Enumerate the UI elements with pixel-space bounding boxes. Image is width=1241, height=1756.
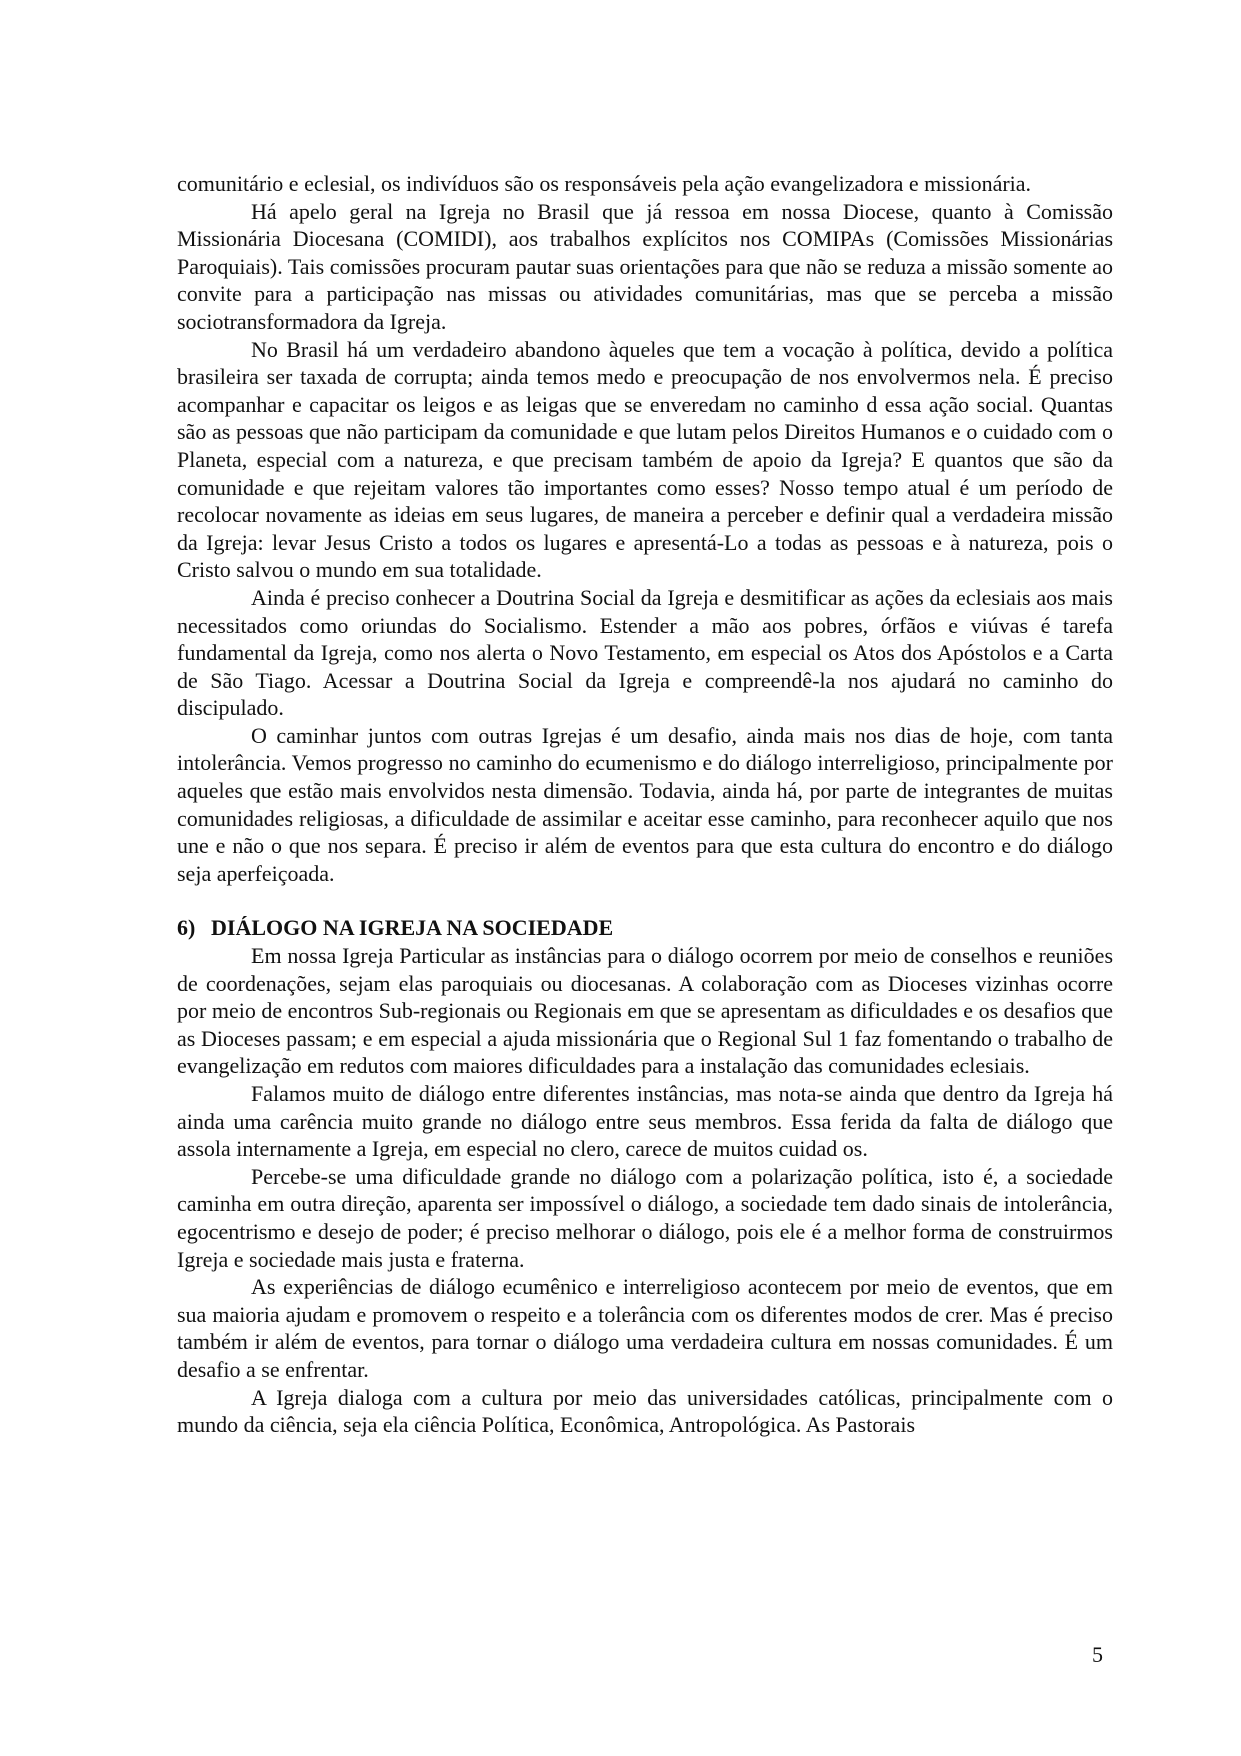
paragraphs-before-section: [177, 170, 1113, 887]
page-number: 5: [1092, 1642, 1103, 1667]
paragraphs-after-section: [177, 942, 1113, 1439]
body-paragraph: Ainda é preciso conhecer a Doutrina Social da Igreja e desmitificar as ações da eclesiais aos mais necessitados como oriundas do Socialismo. Estender a mão aos pobres, órfãos e viúvas é tarefa fundamental da Igreja, como nos alerta o Novo Testamento, em especial os Atos dos Apóstolos e a Carta de São Tiago. Acessar a Doutrina Social da Igreja e compreendê-la nos ajudará no caminho do discipulado.: [177, 584, 1113, 721]
body-paragraph: O caminhar juntos com outras Igrejas é um desafio, ainda mais nos dias de hoje, com tanta intolerância. Vemos progresso no caminho do ecumenismo e do diálogo interreligioso, principalmente por aqueles que estão mais envolvidos nesta dimensão. Todavia, ainda há, por parte de integrantes de muitas comunidades religiosas, a dificuldade de assimilar e aceitar esse caminho, para reconhecer aquilo que nos une e não o que nos separa. É preciso ir além de eventos para que esta cultura do encontro e do diálogo seja aperfeiçoada.: [177, 722, 1113, 886]
section-heading: [177, 914, 1113, 942]
section-number: 6): [177, 915, 196, 941]
body-paragraph: A Igreja dialoga com a cultura por meio das universidades católicas, principalmente com o mundo da ciência, seja ela ciência Política, Econômica, Antropológica. As Pastorais: [177, 1384, 1113, 1438]
page-body: [177, 170, 1113, 1439]
body-paragraph: comunitário e eclesial, os indivíduos são os responsáveis pela ação evangelizadora e missionária.: [177, 171, 1032, 196]
body-paragraph: No Brasil há um verdadeiro abandono àqueles que tem a vocação à política, devido a política brasileira ser taxada de corrupta; ainda temos medo e preocupação de nos envolvermos nela. É preciso acompanhar e capacitar os leigos e as leigas que se enveredam no caminho d essa ação social. Quantas são as pessoas que não participam da comunidade e que lutam pelos Direitos Humanos e o cuidado com o Planeta, especial com a natureza, e que precisam também de apoio da Igreja? E quantos que são da comunidade e que rejeitam valores tão importantes como esses? Nosso tempo atual é um período de recolocar novamente as ideias em seus lugares, de maneira a perceber e definir qual a verdadeira missão da Igreja: levar Jesus Cristo a todos os lugares e apresentá-Lo a todas as pessoas e à natureza, pois o Cristo salvou o mundo em sua totalidade.: [177, 336, 1113, 583]
body-paragraph: Percebe-se uma dificuldade grande no diálogo com a polarização política, isto é, a sociedade caminha em outra direção, aparenta ser impossível o diálogo, a sociedade tem dado sinais de intolerância, egocentrismo e desejo de poder; é preciso melhorar o diálogo, pois ele é a melhor forma de construirmos Igreja e sociedade mais justa e fraterna.: [177, 1163, 1113, 1272]
body-paragraph: As experiências de diálogo ecumênico e interreligioso acontecem por meio de eventos, que em sua maioria ajudam e promovem o respeito e a tolerância com os diferentes modos de crer. Mas é preciso também ir além de eventos, para tornar o diálogo uma verdadeira cultura em nossas comunidades. É um desafio a se enfrentar.: [177, 1274, 1113, 1382]
body-paragraph: Em nossa Igreja Particular as instâncias para o diálogo ocorrem por meio de conselhos e reuniões de coordenações, sejam elas paroquiais ou diocesanas. A colaboração com as Dioceses vizinhas ocorre por meio de encontros Sub-regionais ou Regionais em que se apresentam as dificuldades e os desafios que as Dioceses passam; e em especial a ajuda missionária que o Regional Sul 1 faz fomentando o trabalho de evangelização em redutos com maiores dificuldades para a instalação das comunidades eclesiais.: [177, 943, 1113, 1079]
section-title: DIÁLOGO NA IGREJA NA SOCIEDADE: [211, 915, 614, 941]
body-paragraph: Há apelo geral na Igreja no Brasil que já ressoa em nossa Diocese, quanto à Comissão Missionária Diocesana (COMIDI), aos trabalhos explícitos nos COMIPAs (Comissões Missionárias Paroquiais). Tais comissões procuram pautar suas orientações para que não se reduza a missão somente ao convite para a participação nas missas ou atividades comunitárias, mas que se perceba a missão sociotransformadora da Igreja.: [177, 198, 1113, 334]
body-paragraph: Falamos muito de diálogo entre diferentes instâncias, mas nota-se ainda que dentro da Igreja há ainda uma carência muito grande no diálogo entre seus membros. Essa ferida da falta de diálogo que assola internamente a Igreja, em especial no clero, carece de muitos cuidad os.: [177, 1081, 1113, 1162]
